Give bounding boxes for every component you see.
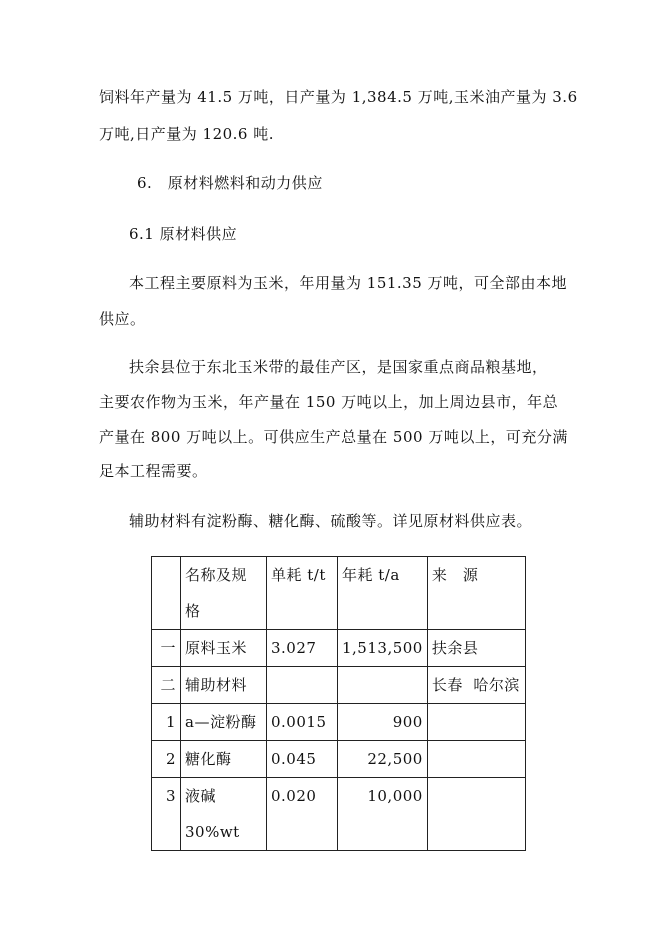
cell-name-line2: 30%wt bbox=[185, 823, 240, 841]
header-name-line1: 名称及规 bbox=[185, 566, 248, 584]
header-cell-unit: 单耗 t/t bbox=[267, 557, 338, 630]
cell-year: 22,500 bbox=[338, 741, 428, 778]
header-name-line2: 格 bbox=[185, 602, 201, 620]
paragraph-line: 辅助材料有淀粉酶、糖化酶、硫酸等。详见原材料供应表。 bbox=[129, 512, 533, 530]
cell-source: 扶余县 bbox=[427, 630, 525, 667]
paragraph-line: 本工程主要原料为玉米，年用量为 151.35 万吨，可全部由本地 bbox=[129, 274, 568, 292]
cell-source bbox=[427, 778, 525, 851]
header-cell-no bbox=[152, 557, 181, 630]
table-row bbox=[152, 741, 526, 778]
table-header-row bbox=[152, 557, 526, 630]
cell-no: 2 bbox=[152, 741, 181, 778]
cell-no: 二 bbox=[152, 667, 181, 704]
cell-year: 1,513,500 bbox=[338, 630, 428, 667]
cell-name bbox=[181, 778, 267, 851]
cell-name: 辅助材料 bbox=[181, 667, 267, 704]
cell-unit: 3.027 bbox=[267, 630, 338, 667]
cell-source: 长春 哈尔滨 bbox=[427, 667, 525, 704]
paragraph-line: 足本工程需要。 bbox=[99, 462, 208, 480]
cell-unit: 0.020 bbox=[267, 778, 338, 851]
table-row bbox=[152, 667, 526, 704]
header-cell-year: 年耗 t/a bbox=[338, 557, 428, 630]
table-row bbox=[152, 630, 526, 667]
paragraph-line: 饲料年产量为 41.5 万吨，日产量为 1,384.5 万吨,玉米油产量为 3.6 bbox=[99, 88, 578, 106]
cell-unit: 0.0015 bbox=[267, 704, 338, 741]
paragraph-line: 万吨,日产量为 120.6 吨. bbox=[99, 125, 275, 143]
paragraph-line: 主要农作物为玉米，年产量在 150 万吨以上，加上周边县市，年总 bbox=[99, 393, 559, 411]
section-heading: 6. 原材料燃料和动力供应 bbox=[137, 174, 323, 192]
cell-unit bbox=[267, 667, 338, 704]
cell-name: a—淀粉酶 bbox=[181, 704, 267, 741]
cell-source bbox=[427, 741, 525, 778]
cell-name-line1: 液碱 bbox=[185, 787, 217, 805]
cell-no: 1 bbox=[152, 704, 181, 741]
subsection-heading: 6.1 原材料供应 bbox=[129, 225, 238, 243]
cell-source bbox=[427, 704, 525, 741]
supply-table bbox=[151, 556, 526, 851]
cell-year: 10,000 bbox=[338, 778, 428, 851]
cell-no: 一 bbox=[152, 630, 181, 667]
cell-unit: 0.045 bbox=[267, 741, 338, 778]
paragraph-line: 扶余县位于东北玉米带的最佳产区，是国家重点商品粮基地， bbox=[129, 358, 548, 376]
cell-no: 3 bbox=[152, 778, 181, 851]
paragraph-line: 产量在 800 万吨以上。可供应生产总量在 500 万吨以上，可充分满 bbox=[99, 428, 568, 446]
header-cell-name bbox=[181, 557, 267, 630]
cell-name: 原料玉米 bbox=[181, 630, 267, 667]
cell-year bbox=[338, 667, 428, 704]
cell-year: 900 bbox=[338, 704, 428, 741]
paragraph-line: 供应。 bbox=[99, 310, 146, 328]
table-row bbox=[152, 778, 526, 851]
table-row bbox=[152, 704, 526, 741]
cell-name: 糖化酶 bbox=[181, 741, 267, 778]
header-cell-source: 来 源 bbox=[427, 557, 525, 630]
